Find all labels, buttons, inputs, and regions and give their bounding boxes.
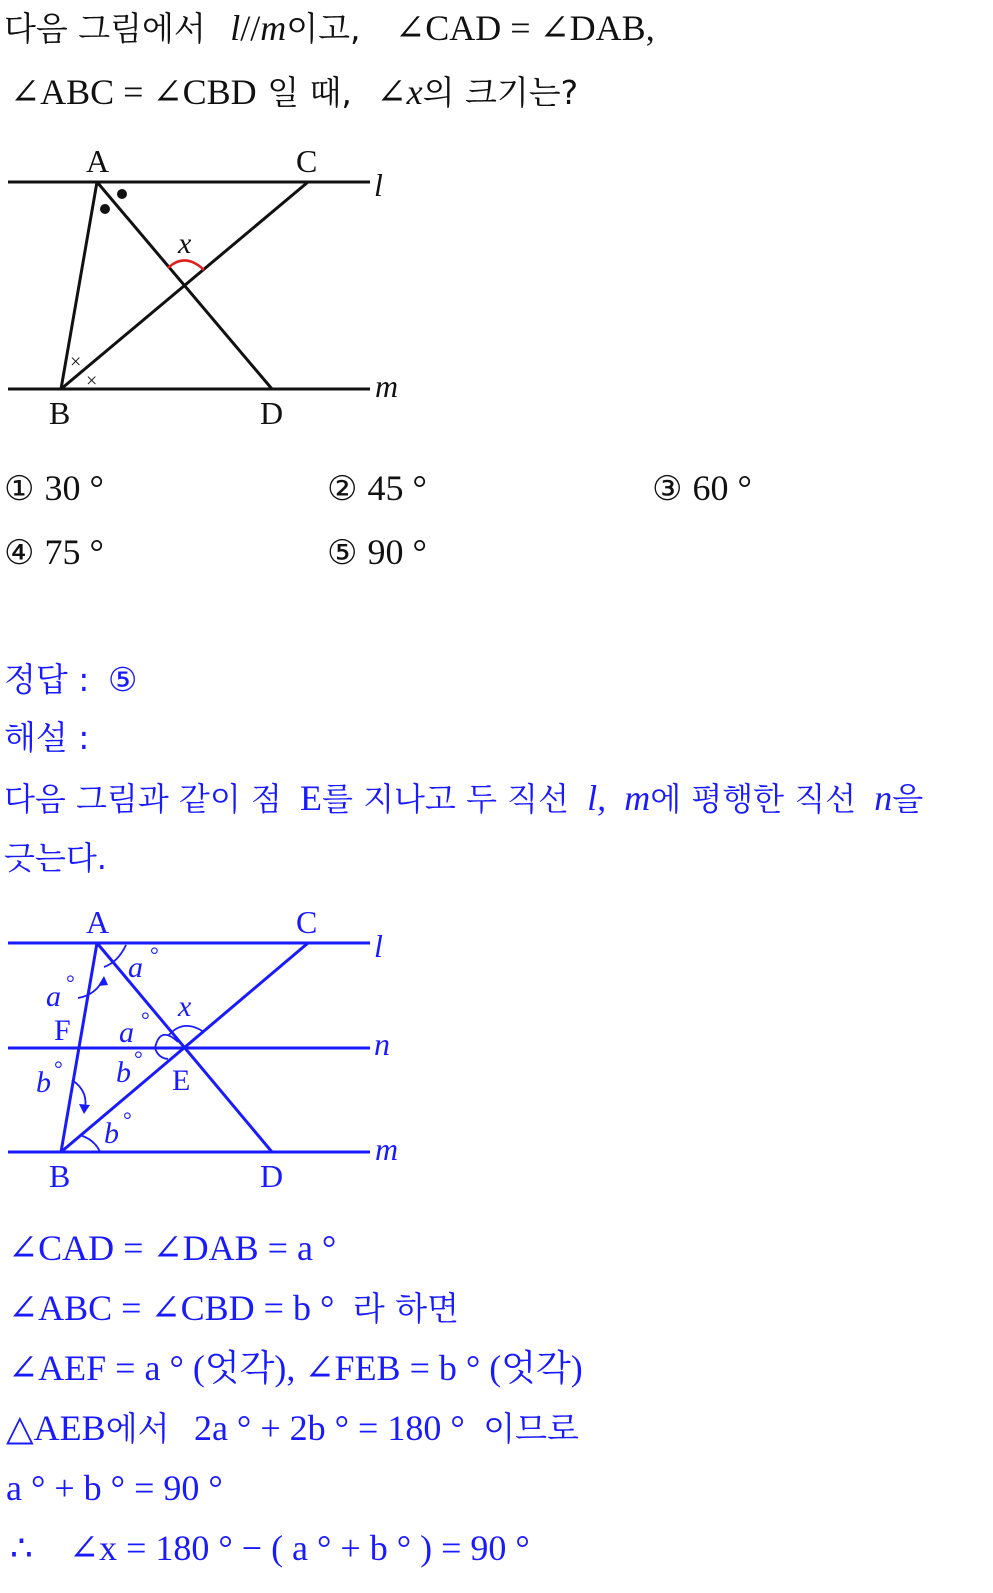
answer-label: 정답 :: [4, 660, 90, 699]
label-a-left: a: [46, 980, 61, 1013]
label-B: B: [49, 1158, 71, 1194]
explanation-line-1: [4, 778, 923, 819]
label-m: m: [375, 1131, 399, 1167]
label-x: x: [178, 990, 192, 1023]
figure-1: [0, 135, 440, 445]
choice-1[interactable]: [4, 468, 104, 509]
explanation-text: 를 지나고 두 직선: [321, 780, 569, 818]
angle-x: x: [406, 72, 423, 112]
answer-line: [4, 660, 137, 700]
degree-mark: °: [66, 970, 75, 995]
figure-2: [0, 895, 440, 1200]
label-l: l: [374, 928, 383, 964]
question-text: 이고,: [286, 9, 361, 48]
label-A: A: [86, 904, 110, 940]
angle-mark-dot: [117, 189, 127, 199]
condition-2: ∠ABC = ∠CBD: [10, 72, 257, 112]
solution-step-5: a ° + b ° = 90 °: [6, 1468, 223, 1508]
angle-mark-cross: ×: [70, 351, 82, 373]
label-x: x: [178, 227, 192, 260]
arrow-head: [79, 1104, 90, 1114]
label-D: D: [260, 395, 284, 431]
angle-mark-cross: ×: [86, 370, 98, 392]
step-text: 이므로: [483, 1409, 579, 1448]
choice-5[interactable]: [327, 532, 427, 573]
arrow-head: [98, 976, 108, 986]
question-text: 다음 그림에서: [4, 9, 206, 48]
explanation-text: 을: [892, 780, 924, 818]
degree-mark: °: [123, 1107, 132, 1132]
point-E: E: [299, 778, 322, 818]
label-a-at-A: a: [128, 951, 143, 984]
choice-4[interactable]: [4, 532, 104, 573]
line-m-symbol: m: [260, 8, 287, 48]
label-A: A: [86, 143, 110, 179]
step-text: 라 하면: [352, 1289, 459, 1328]
choice-number: ③: [652, 469, 683, 509]
step-math: ∠ABC = ∠CBD = b °: [8, 1288, 335, 1328]
label-E: E: [172, 1064, 191, 1097]
condition-1: ∠CAD = ∠DAB,: [395, 8, 655, 48]
label-C: C: [296, 143, 318, 179]
solution-step-4: [6, 1408, 579, 1449]
triangle-AEB: △AEB: [6, 1408, 106, 1448]
choice-number: ⑤: [327, 533, 358, 573]
explanation-line-2: 긋는다.: [4, 839, 107, 877]
label-l: l: [374, 167, 383, 203]
choice-3[interactable]: [652, 468, 752, 509]
explanation-text: 다음 그림과 같이 점: [4, 780, 282, 818]
choice-value: 90 °: [367, 532, 427, 572]
angle-mark-dot: [100, 204, 110, 214]
choice-number: ①: [4, 469, 35, 509]
parallel-symbol: //: [240, 8, 261, 48]
choice-value: 45 °: [367, 468, 427, 508]
label-m: m: [375, 368, 399, 404]
solution-step-1: ∠CAD = ∠DAB = a °: [8, 1228, 337, 1268]
choice-value: 60 °: [692, 468, 752, 508]
line-l-symbol: l: [230, 8, 241, 48]
label-b-at-E: b: [116, 1056, 131, 1089]
solution-step-6: ∴ ∠x = 180 ° − ( a ° + b ° ) = 90 °: [10, 1528, 530, 1568]
label-b-at-B: b: [104, 1117, 119, 1150]
degree-mark: °: [54, 1056, 63, 1081]
question-text: 일 때,: [267, 73, 352, 112]
choice-value: 75 °: [44, 532, 104, 572]
explanation-label: 해설 :: [4, 718, 90, 757]
label-F: F: [54, 1014, 71, 1047]
solution-step-2: [8, 1288, 459, 1329]
step-text: 에서: [105, 1409, 170, 1448]
answer-value: ⑤: [107, 660, 138, 699]
label-a-at-E: a: [119, 1016, 134, 1049]
degree-mark: °: [150, 942, 159, 967]
angle-x-arc: [168, 260, 204, 270]
degree-mark: °: [134, 1046, 143, 1071]
solution-step-3: ∠AEF = a ° (엇각), ∠FEB = b ° (엇각): [8, 1348, 583, 1388]
step-math: 2a ° + 2b ° = 180 °: [193, 1408, 465, 1448]
segment-BC: [61, 182, 308, 389]
degree-mark: °: [141, 1007, 150, 1032]
label-b-left: b: [36, 1066, 51, 1099]
angle-arc-b: [80, 1135, 100, 1152]
choice-number: ②: [327, 469, 358, 509]
choice-value: 30 °: [44, 468, 104, 508]
line-m-symbol: m: [624, 778, 651, 818]
choice-number: ④: [4, 533, 35, 573]
line-n-symbol: n: [874, 778, 893, 818]
angle-symbol: ∠: [376, 72, 407, 112]
label-B: B: [49, 395, 71, 431]
angle-arc-b: [155, 1048, 168, 1059]
question-line-1: [4, 8, 655, 49]
label-n: n: [374, 1026, 390, 1062]
choice-2[interactable]: [327, 468, 427, 509]
question-text: 의 크기는?: [422, 73, 579, 112]
label-D: D: [260, 1158, 284, 1194]
line-l-symbol: l,: [587, 778, 607, 818]
label-C: C: [296, 904, 318, 940]
explanation-text: 에 평행한 직선: [650, 780, 857, 818]
question-line-2: [4, 72, 578, 113]
